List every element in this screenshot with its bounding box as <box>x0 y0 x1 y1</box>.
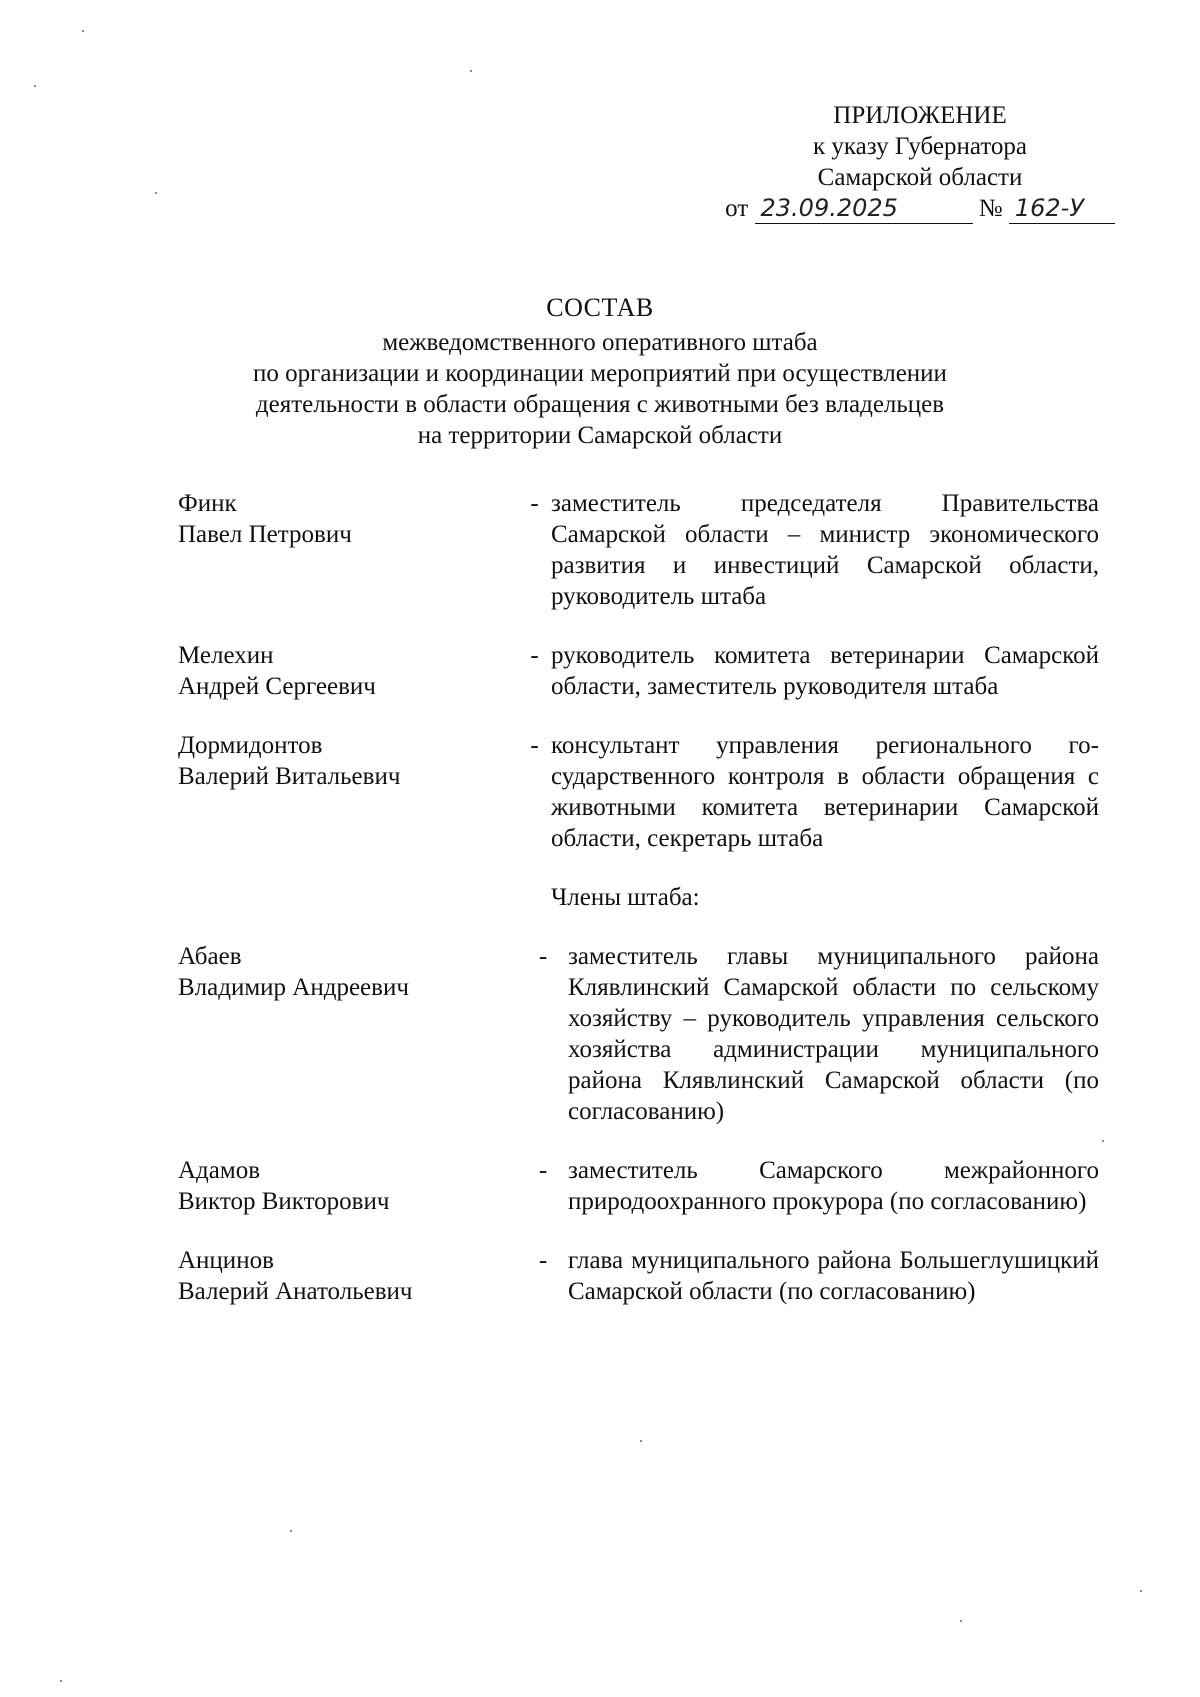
person-surname: Финк <box>178 490 237 517</box>
staff-entry-leader <box>178 488 1100 612</box>
scan-speck <box>1140 1590 1142 1592</box>
person-given-name: Валерий Витальевич <box>178 763 401 790</box>
entry-dash: - <box>530 732 539 759</box>
person-position: заместитель председателя Правительства Самарской области – министр экономического развития и инвестиций Самарской области, руководитель штаба <box>551 490 1099 610</box>
document-title: СОСТАВ <box>546 293 654 322</box>
person-surname: Анцинов <box>178 1247 274 1274</box>
person-name <box>178 730 518 854</box>
staff-list <box>178 488 1100 1335</box>
person-name <box>178 488 518 612</box>
number-field <box>1009 194 1115 224</box>
number-prefix: № <box>978 195 1003 222</box>
appendix-date-number <box>720 193 1120 224</box>
scan-speck <box>155 192 157 194</box>
entry-dash: - <box>538 1247 548 1274</box>
entry-dash: - <box>538 943 548 970</box>
heading-line: межведомственного оперативного штаба <box>382 329 818 356</box>
scan-speck <box>1102 1140 1104 1142</box>
date-prefix: от <box>725 195 749 222</box>
staff-entry-member <box>178 1245 1100 1307</box>
heading-line: по организации и координации мероприятий при осуществлении <box>253 360 947 387</box>
scan-speck <box>82 30 84 32</box>
date-field <box>755 194 973 224</box>
members-label: Члены штаба: <box>551 884 700 911</box>
entry-dash: - <box>530 642 539 669</box>
person-given-name: Павел Петрович <box>178 521 352 548</box>
person-name <box>178 941 518 1127</box>
person-position: руководитель комитета ветеринарии Самарской области, заместитель руководителя штаба <box>551 642 1099 700</box>
document-heading <box>0 292 1200 451</box>
staff-entry-deputy <box>178 640 1100 702</box>
person-position: глава муниципального района Большеглушицкий Самарской области (по согласованию) <box>568 1247 1099 1305</box>
entry-dash: - <box>538 1157 548 1184</box>
appendix-line-decree: к указу Губернатора <box>812 133 1028 160</box>
scan-speck <box>960 1620 962 1622</box>
person-surname: Адамов <box>178 1157 260 1184</box>
person-name <box>178 1155 518 1217</box>
person-given-name: Андрей Сергеевич <box>178 673 376 700</box>
scan-speck <box>60 1680 62 1682</box>
heading-line: деятельности в области обращения с животными без владельцев <box>255 391 945 418</box>
person-surname: Дормидонтов <box>178 732 323 759</box>
heading-line: на территории Самарской области <box>417 422 783 449</box>
entry-dash: - <box>530 490 539 517</box>
person-position: заместитель Самарского межрайонного природоохранного прокурора (по согласованию) <box>568 1157 1099 1215</box>
scan-speck <box>34 85 36 87</box>
handwritten-date: 23.09.2025 <box>760 194 898 222</box>
scan-speck <box>290 1530 292 1532</box>
appendix-line-region: Самарской области <box>817 164 1023 191</box>
staff-entry-member <box>178 1155 1100 1217</box>
person-name <box>178 640 518 702</box>
staff-entry-member <box>178 941 1100 1127</box>
person-given-name: Владимир Андреевич <box>178 974 409 1001</box>
person-given-name: Валерий Анатольевич <box>178 1278 413 1305</box>
person-given-name: Виктор Викторович <box>178 1188 390 1215</box>
person-name <box>178 1245 518 1307</box>
person-position: заместитель главы муниципального района Клявлинский Самарской области по сельскому хозяйству – руководитель управления сельского хозяйства администрации муниципального района Клявлинский Самарской области (по согласованию) <box>568 943 1099 1125</box>
scan-speck <box>470 70 472 72</box>
staff-entry-secretary <box>178 730 1100 854</box>
person-surname: Абаев <box>178 943 242 970</box>
handwritten-number: 162-У <box>1014 194 1084 222</box>
scan-speck <box>640 1440 642 1442</box>
appendix-block <box>720 100 1120 224</box>
appendix-title: ПРИЛОЖЕНИЕ <box>833 102 1007 129</box>
person-surname: Мелехин <box>178 642 274 669</box>
person-position: консультант управления регионального государственного контроля в области обращения с животными комитета ветеринарии Самарской области, секретарь штаба <box>551 732 1099 852</box>
